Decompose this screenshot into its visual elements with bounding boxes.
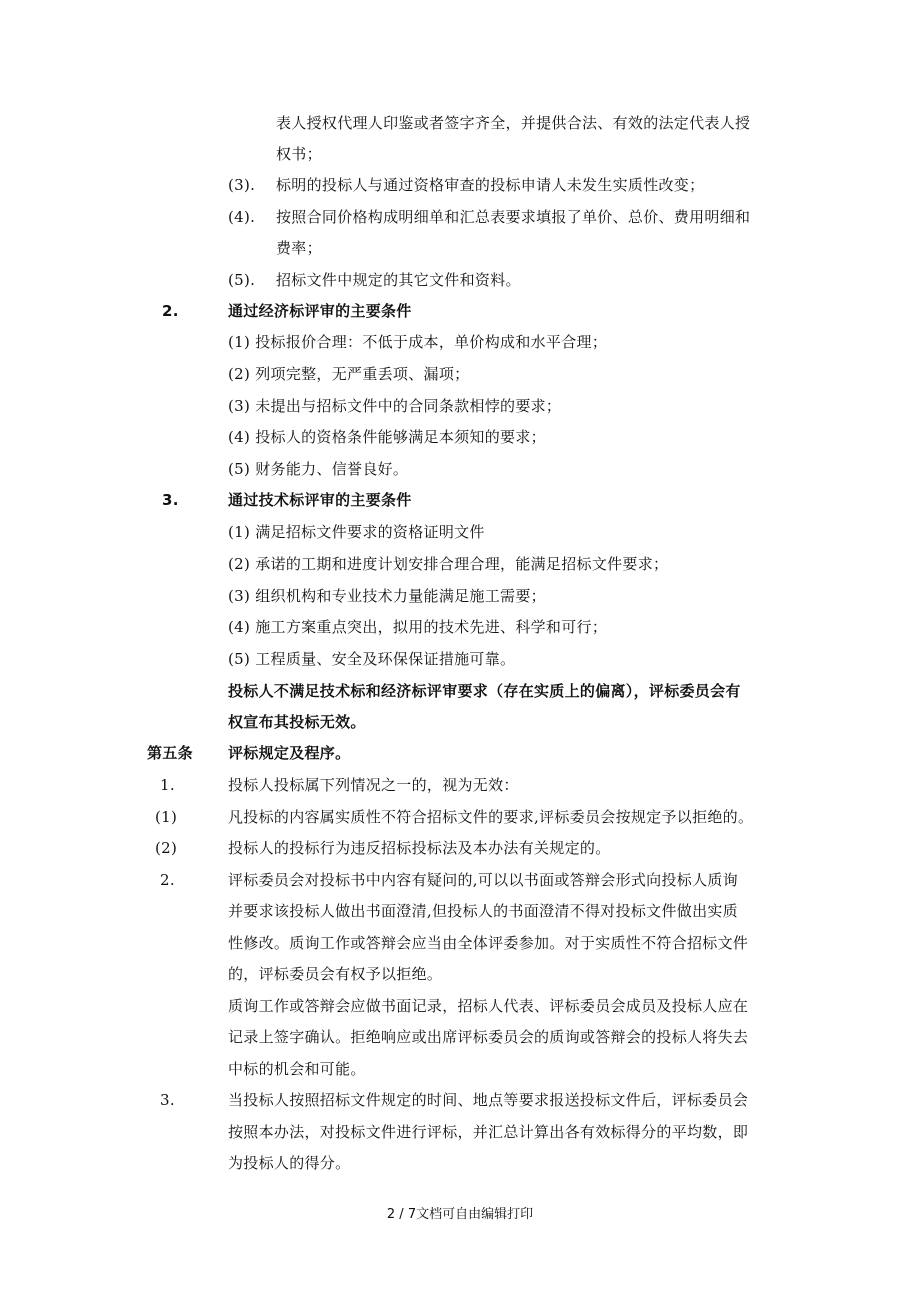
sub-item-3-text: 标明的投标人与通过资格审查的投标申请人未发生实质性改变； bbox=[276, 176, 705, 194]
point-1-sub-2-number: (2) bbox=[155, 839, 178, 857]
section-3-number: 3. bbox=[162, 491, 179, 509]
point-2-line: 质询工作或答辩会应做书面记录，招标人代表、评标委员会成员及投标人应在 bbox=[228, 997, 749, 1015]
point-1-text: 投标人投标属下列情况之一的，视为无效： bbox=[228, 776, 519, 794]
article-5-label: 第五条 bbox=[147, 744, 193, 762]
point-1-sub-1-text: 凡投标的内容属实质性不符合招标文件的要求,评标委员会按规定予以拒绝的。 bbox=[228, 808, 754, 826]
point-2-line: 评标委员会对投标书中内容有疑问的,可以以书面或答辩会形式向投标人质询 bbox=[228, 871, 738, 889]
sub-item-4-text-line-1: 按照合同价格构成明细单和汇总表要求填报了单价、总价、费用明细和 bbox=[276, 208, 751, 226]
warning-line-1: 投标人不满足技术标和经济标评审要求（存在实质上的偏离），评标委员会有 bbox=[228, 682, 741, 700]
point-3-line: 当投标人按照招标文件规定的时间、地点等要求报送投标文件后，评标委员会 bbox=[228, 1091, 749, 1109]
section-3-item: (2) 承诺的工期和进度计划安排合理合理，能满足招标文件要求； bbox=[228, 555, 669, 573]
continuation-line-2: 权书； bbox=[276, 145, 322, 163]
article-5-title: 评标规定及程序。 bbox=[228, 744, 351, 762]
section-3-item: (4) 施工方案重点突出，拟用的技术先进、科学和可行； bbox=[228, 618, 608, 636]
section-2-item: (4) 投标人的资格条件能够满足本须知的要求； bbox=[228, 428, 546, 446]
section-3-item: (3) 组织机构和专业技术力量能满足施工需要； bbox=[228, 587, 546, 605]
sub-item-5-text: 招标文件中规定的其它文件和资料。 bbox=[276, 271, 521, 289]
point-2-line: 并要求该投标人做出书面澄清,但投标人的书面澄清不得对投标文件做出实质 bbox=[228, 902, 738, 920]
point-2-line: 记录上签字确认。拒绝响应或出席评标委员会的质询或答辩会的投标人将失去 bbox=[228, 1028, 749, 1046]
sub-item-4-text-line-2: 费率； bbox=[276, 239, 322, 257]
section-2-item: (3) 未提出与招标文件中的合同条款相悖的要求； bbox=[228, 397, 562, 415]
section-3-title: 通过技术标评审的主要条件 bbox=[228, 491, 412, 509]
point-1-sub-1-number: (1) bbox=[155, 808, 178, 826]
section-3-item: (5) 工程质量、安全及环保保证措施可靠。 bbox=[228, 650, 516, 668]
sub-item-4-number: (4). bbox=[228, 208, 256, 226]
point-2-number: 2. bbox=[160, 871, 175, 889]
sub-item-5-number: (5). bbox=[228, 271, 256, 289]
section-2-title: 通过经济标评审的主要条件 bbox=[228, 302, 412, 320]
section-2-item: (2) 列项完整，无严重丢项、漏项； bbox=[228, 365, 470, 383]
page-footer: 2 / 7文档可自由编辑打印 bbox=[386, 1207, 534, 1222]
point-3-number: 3. bbox=[160, 1091, 175, 1109]
section-2-number: 2. bbox=[162, 302, 179, 320]
point-1-sub-2-text: 投标人的投标行为违反招标投标法及本办法有关规定的。 bbox=[228, 839, 611, 857]
continuation-line-1: 表人授权代理人印鉴或者签字齐全，并提供合法、有效的法定代表人授 bbox=[276, 114, 751, 132]
section-2-item: (5) 财务能力、信誉良好。 bbox=[228, 460, 409, 478]
point-3-line: 为投标人的得分。 bbox=[228, 1154, 351, 1172]
point-2-line: 性修改。质询工作或答辩会应当由全体评委参加。对于实质性不符合招标文件 bbox=[228, 934, 749, 952]
point-2-line: 的，评标委员会有权予以拒绝。 bbox=[228, 965, 443, 983]
section-2-item: (1) 投标报价合理：不低于成本，单价构成和水平合理； bbox=[228, 333, 608, 351]
sub-item-3-number: (3). bbox=[228, 176, 256, 194]
point-2-line: 中标的机会和可能。 bbox=[228, 1060, 366, 1078]
point-1-number: 1. bbox=[160, 776, 175, 794]
point-3-line: 按照本办法，对投标文件进行评标，并汇总计算出各有效标得分的平均数，即 bbox=[228, 1123, 749, 1141]
section-3-item: (1) 满足招标文件要求的资格证明文件 bbox=[228, 523, 485, 541]
warning-line-2: 权宣布其投标无效。 bbox=[228, 713, 366, 731]
